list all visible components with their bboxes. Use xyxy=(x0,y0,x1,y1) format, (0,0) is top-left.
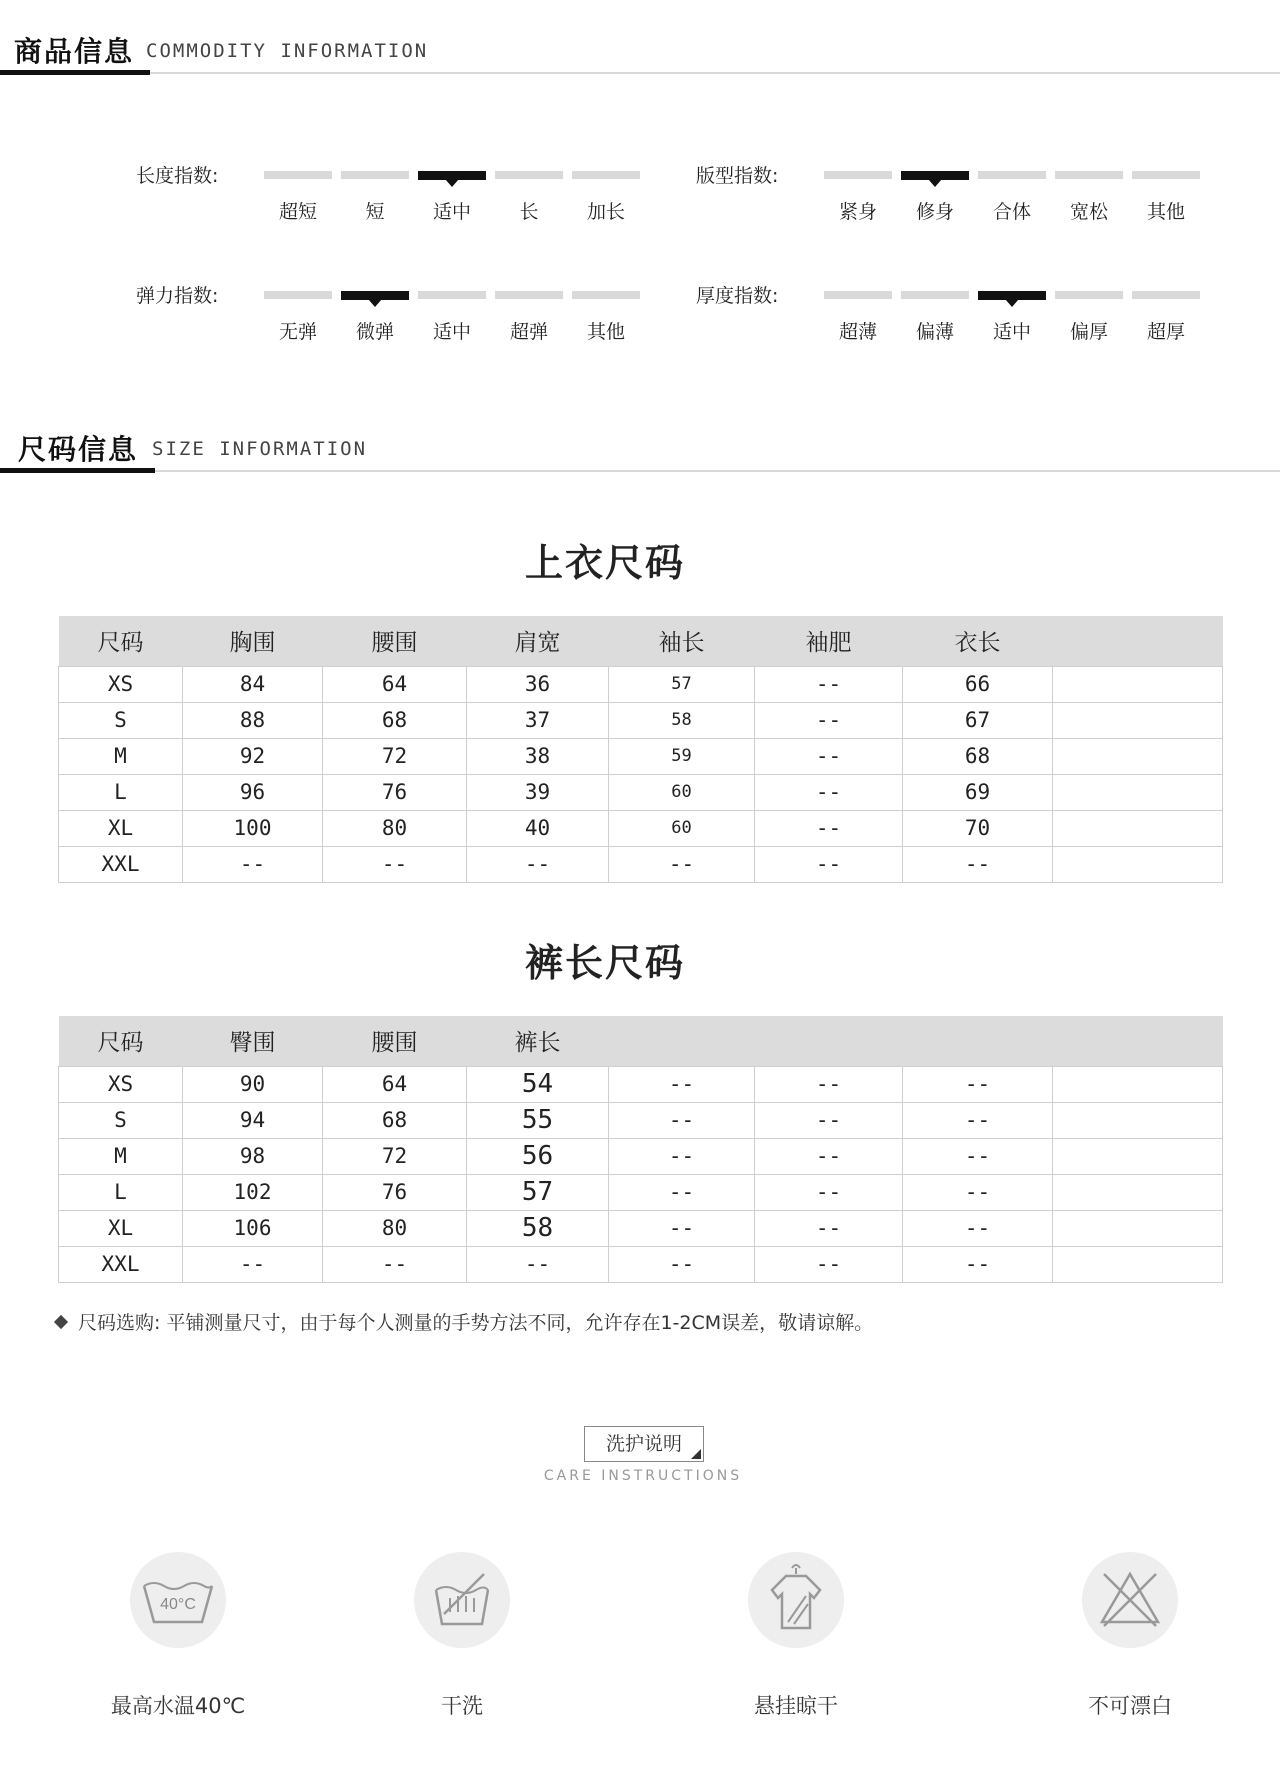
table-cell: 55 xyxy=(467,1102,609,1138)
table-cell: 98 xyxy=(183,1138,323,1174)
table-cell: -- xyxy=(609,1138,755,1174)
table-cell-filler xyxy=(1053,702,1223,738)
table-cell: -- xyxy=(183,846,323,882)
index-bar-selected xyxy=(901,171,969,180)
index-row xyxy=(696,285,1216,351)
index-bar xyxy=(1055,171,1123,179)
table-cell: 106 xyxy=(183,1210,323,1246)
column-header: 袖肥 xyxy=(755,616,903,666)
index-label: 弹力指数: xyxy=(136,285,219,307)
table-cell: 72 xyxy=(323,1138,467,1174)
table-cell: 76 xyxy=(323,1174,467,1210)
table-cell: 69 xyxy=(903,774,1053,810)
size-section-header xyxy=(0,402,1280,472)
column-header-filler xyxy=(1053,1016,1223,1066)
table-cell: 68 xyxy=(903,738,1053,774)
table-cell: 40 xyxy=(467,810,609,846)
table-row xyxy=(59,1210,1223,1246)
column-header: 尺码 xyxy=(59,1016,183,1066)
column-header: 衣长 xyxy=(903,616,1053,666)
index-option: 宽松 xyxy=(1069,201,1108,223)
table-cell: 80 xyxy=(323,810,467,846)
table-cell: -- xyxy=(609,846,755,882)
table-cell-filler xyxy=(1053,738,1223,774)
dry-clean-icon xyxy=(414,1552,510,1648)
table-cell: -- xyxy=(755,1246,903,1282)
commodity-title-en: COMMODITY INFORMATION xyxy=(146,40,429,62)
index-bar-selected xyxy=(978,291,1046,300)
wash-temp-label: 40°C xyxy=(160,1596,196,1613)
index-bar xyxy=(495,171,563,179)
table-cell-filler xyxy=(1053,666,1223,702)
index-bar xyxy=(1055,291,1123,299)
index-label: 长度指数: xyxy=(136,165,219,187)
column-header: 胸围 xyxy=(183,616,323,666)
table-cell: 80 xyxy=(323,1210,467,1246)
table-cell-filler xyxy=(1053,1174,1223,1210)
care-item-wash xyxy=(68,1552,288,1720)
index-bar xyxy=(572,171,640,179)
top-size-table xyxy=(58,616,1223,883)
index-option: 合体 xyxy=(992,201,1031,223)
column-header: 尺码 xyxy=(59,616,183,666)
table-cell: -- xyxy=(609,1066,755,1102)
table-cell: XS xyxy=(59,1066,183,1102)
table-cell: 64 xyxy=(323,666,467,702)
index-option: 微弹 xyxy=(355,321,394,343)
index-bar xyxy=(1132,291,1200,299)
table-cell: -- xyxy=(609,1210,755,1246)
commodity-section-header xyxy=(0,4,1280,74)
table-cell-filler xyxy=(1053,1138,1223,1174)
table-cell: 72 xyxy=(323,738,467,774)
table-cell: 36 xyxy=(467,666,609,702)
table-cell: 68 xyxy=(323,702,467,738)
care-item-no-bleach xyxy=(1020,1552,1240,1720)
table-cell-filler xyxy=(1053,1066,1223,1102)
table-cell: -- xyxy=(903,1246,1053,1282)
index-bar xyxy=(572,291,640,299)
table-cell: 84 xyxy=(183,666,323,702)
divider xyxy=(0,470,1280,472)
table-row xyxy=(59,666,1223,702)
table-cell: L xyxy=(59,1174,183,1210)
index-option: 超厚 xyxy=(1146,321,1185,343)
table-row xyxy=(59,1246,1223,1282)
column-header: 腰围 xyxy=(323,1016,467,1066)
table-cell: 92 xyxy=(183,738,323,774)
table-cell: -- xyxy=(467,846,609,882)
table-cell: 70 xyxy=(903,810,1053,846)
column-header: 裤长 xyxy=(467,1016,609,1066)
column-header-filler xyxy=(1053,616,1223,666)
divider xyxy=(0,72,1280,74)
index-option: 适中 xyxy=(992,321,1031,343)
top-size-table-title: 上衣尺码 xyxy=(524,540,685,585)
index-option: 长 xyxy=(519,201,539,223)
table-cell: -- xyxy=(903,1210,1053,1246)
table-cell: 56 xyxy=(467,1138,609,1174)
column-header: 腰围 xyxy=(323,616,467,666)
table-cell: -- xyxy=(755,666,903,702)
table-cell: M xyxy=(59,1138,183,1174)
table-cell: 90 xyxy=(183,1066,323,1102)
table-cell-filler xyxy=(1053,1210,1223,1246)
index-bar xyxy=(341,171,409,179)
table-cell: 57 xyxy=(467,1174,609,1210)
table-cell: -- xyxy=(755,1174,903,1210)
index-bar xyxy=(495,291,563,299)
care-item-hang-dry xyxy=(686,1552,906,1720)
no-bleach-icon xyxy=(1082,1552,1178,1648)
care-title-box xyxy=(584,1426,704,1462)
table-cell: 58 xyxy=(609,702,755,738)
table-row xyxy=(59,774,1223,810)
table-cell: XS xyxy=(59,666,183,702)
index-row xyxy=(136,165,656,231)
table-cell: L xyxy=(59,774,183,810)
table-cell-filler xyxy=(1053,774,1223,810)
table-cell: 57 xyxy=(609,666,755,702)
column-header xyxy=(903,1016,1053,1066)
table-row xyxy=(59,1174,1223,1210)
size-note-text: 尺码选购: 平铺测量尺寸，由于每个人测量的手势方法不同，允许存在1-2CM误差，敬请谅解。 xyxy=(78,1312,874,1334)
table-cell: -- xyxy=(903,1066,1053,1102)
index-option: 偏厚 xyxy=(1069,321,1108,343)
table-cell: 54 xyxy=(467,1066,609,1102)
table-cell: 102 xyxy=(183,1174,323,1210)
care-item-dry-clean xyxy=(352,1552,572,1720)
table-cell: 37 xyxy=(467,702,609,738)
index-row xyxy=(696,165,1216,231)
corner-triangle-icon xyxy=(691,1449,701,1459)
care-caption: 干洗 xyxy=(441,1694,483,1718)
table-cell: -- xyxy=(755,702,903,738)
table-cell: 67 xyxy=(903,702,1053,738)
table-cell: XXL xyxy=(59,846,183,882)
table-cell-filler xyxy=(1053,846,1223,882)
table-cell: -- xyxy=(755,810,903,846)
hang-dry-icon xyxy=(748,1552,844,1648)
table-cell: -- xyxy=(609,1102,755,1138)
commodity-title: 商品信息 xyxy=(14,35,135,68)
size-title-en: SIZE INFORMATION xyxy=(152,438,368,460)
table-cell: -- xyxy=(755,738,903,774)
table-cell: -- xyxy=(609,1174,755,1210)
pants-size-table-title: 裤长尺码 xyxy=(524,940,685,985)
column-header: 袖长 xyxy=(609,616,755,666)
table-cell: XL xyxy=(59,810,183,846)
table-cell: -- xyxy=(903,846,1053,882)
column-header xyxy=(609,1016,755,1066)
diamond-bullet-icon xyxy=(54,1314,68,1328)
table-cell: -- xyxy=(755,774,903,810)
column-header: 肩宽 xyxy=(467,616,609,666)
table-cell: 64 xyxy=(323,1066,467,1102)
header-accent xyxy=(0,468,155,473)
table-row xyxy=(59,810,1223,846)
index-bar-selected xyxy=(418,171,486,180)
index-bar xyxy=(901,291,969,299)
care-caption: 悬挂晾干 xyxy=(754,1694,838,1718)
table-cell: -- xyxy=(755,1138,903,1174)
table-row xyxy=(59,702,1223,738)
index-option: 适中 xyxy=(432,201,471,223)
header-accent xyxy=(0,70,150,75)
index-option: 偏薄 xyxy=(915,321,954,343)
size-title: 尺码信息 xyxy=(18,433,139,466)
care-title: 洗护说明 xyxy=(605,1433,682,1455)
column-header: 臀围 xyxy=(183,1016,323,1066)
table-cell: -- xyxy=(903,1102,1053,1138)
care-title-en: CARE INSTRUCTIONS xyxy=(543,1468,743,1484)
table-cell: 96 xyxy=(183,774,323,810)
index-bar xyxy=(264,291,332,299)
table-cell: 39 xyxy=(467,774,609,810)
index-option: 其他 xyxy=(1146,201,1185,223)
index-option: 修身 xyxy=(915,201,954,223)
wash-40-icon xyxy=(130,1552,226,1648)
index-option: 超薄 xyxy=(838,321,877,343)
index-option: 适中 xyxy=(432,321,471,343)
table-cell-filler xyxy=(1053,810,1223,846)
table-cell: 59 xyxy=(609,738,755,774)
index-bar xyxy=(264,171,332,179)
index-option: 短 xyxy=(365,201,385,223)
table-cell: S xyxy=(59,1102,183,1138)
table-cell: -- xyxy=(183,1246,323,1282)
table-cell: 66 xyxy=(903,666,1053,702)
index-bar xyxy=(824,291,892,299)
table-cell: -- xyxy=(609,1246,755,1282)
pants-size-table xyxy=(58,1016,1223,1283)
index-option: 超短 xyxy=(278,201,317,223)
table-cell: 94 xyxy=(183,1102,323,1138)
table-cell-filler xyxy=(1053,1102,1223,1138)
index-bar xyxy=(418,291,486,299)
table-cell: 76 xyxy=(323,774,467,810)
table-row xyxy=(59,738,1223,774)
table-cell: M xyxy=(59,738,183,774)
index-bar xyxy=(978,171,1046,179)
index-option: 其他 xyxy=(586,321,625,343)
index-bar-selected xyxy=(341,291,409,300)
table-cell-filler xyxy=(1053,1246,1223,1282)
index-bar xyxy=(1132,171,1200,179)
index-row xyxy=(136,285,656,351)
table-header-row xyxy=(59,1016,1223,1066)
table-cell: -- xyxy=(323,1246,467,1282)
table-cell: 68 xyxy=(323,1102,467,1138)
index-label: 厚度指数: xyxy=(696,285,779,307)
table-cell: -- xyxy=(755,846,903,882)
table-cell: -- xyxy=(467,1246,609,1282)
table-cell: -- xyxy=(323,846,467,882)
table-cell: -- xyxy=(903,1138,1053,1174)
table-cell: -- xyxy=(903,1174,1053,1210)
table-row xyxy=(59,1138,1223,1174)
table-row xyxy=(59,1102,1223,1138)
care-caption: 最高水温40℃ xyxy=(110,1694,246,1718)
table-cell: -- xyxy=(755,1066,903,1102)
care-caption: 不可漂白 xyxy=(1088,1694,1172,1718)
index-option: 紧身 xyxy=(838,201,877,223)
table-cell: 60 xyxy=(609,810,755,846)
table-cell: S xyxy=(59,702,183,738)
table-cell: XL xyxy=(59,1210,183,1246)
table-header-row xyxy=(59,616,1223,666)
index-label: 版型指数: xyxy=(696,165,779,187)
table-cell: -- xyxy=(755,1210,903,1246)
table-cell: 58 xyxy=(467,1210,609,1246)
table-cell: 60 xyxy=(609,774,755,810)
table-cell: 100 xyxy=(183,810,323,846)
table-cell: XXL xyxy=(59,1246,183,1282)
size-note xyxy=(56,1308,873,1335)
index-option: 无弹 xyxy=(278,321,317,343)
index-option: 加长 xyxy=(586,201,625,223)
table-row xyxy=(59,846,1223,882)
table-cell: 88 xyxy=(183,702,323,738)
table-cell: 38 xyxy=(467,738,609,774)
table-row xyxy=(59,1066,1223,1102)
index-option: 超弹 xyxy=(509,321,548,343)
column-header xyxy=(755,1016,903,1066)
index-bar xyxy=(824,171,892,179)
table-cell: -- xyxy=(755,1102,903,1138)
